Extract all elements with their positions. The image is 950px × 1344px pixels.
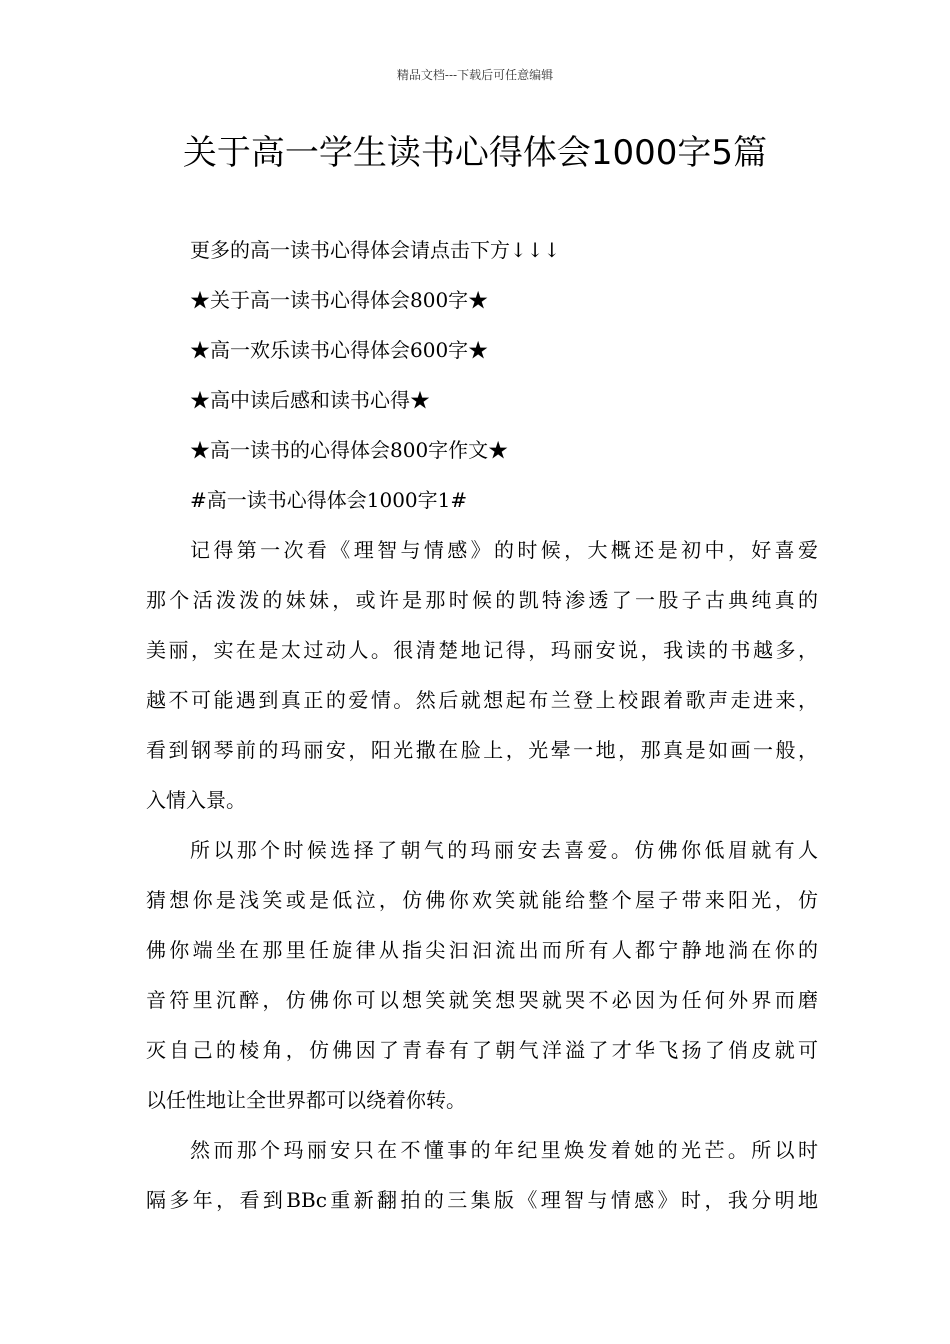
text-line: 猜想你是浅笑或是低泣，仿佛你欢笑就能给整个屋子带来阳光，仿 (146, 888, 818, 912)
text-line: 佛你端坐在那里任旋律从指尖汩汩流出而所有人都宁静地淌在你的 (146, 938, 818, 962)
text-line: 隔多年，看到BBc重新翻拍的三集版《理智与情感》时，我分明地 (146, 1188, 818, 1212)
text-line: 那个活泼泼的妹妹，或许是那时候的凯特渗透了一股子古典纯真的 (146, 588, 818, 612)
text-line: ★高中读后感和读书心得★ (190, 388, 430, 412)
text-line: 音符里沉醉，仿佛你可以想笑就笑想哭就哭不必因为任何外界而磨 (146, 988, 818, 1012)
text-line: 越不可能遇到真正的爱情。然后就想起布兰登上校跟着歌声走进来， (146, 688, 818, 712)
text-line: #高一读书心得体会1000字1# (190, 488, 468, 512)
text-line: 看到钢琴前的玛丽安，阳光撒在脸上，光晕一地，那真是如画一般， (146, 738, 818, 762)
text-line: 入情入景。 (146, 788, 246, 812)
text-line: 记得第一次看《理智与情感》的时候，大概还是初中，好喜爱 (190, 538, 818, 562)
text-line: 以任性地让全世界都可以绕着你转。 (146, 1088, 466, 1112)
document-title: 关于高一学生读书心得体会1000字5篇 (182, 133, 768, 173)
document-body (146, 225, 818, 1225)
header-note: 精品文档---下载后可任意编辑 (396, 68, 554, 82)
text-line: 然而那个玛丽安只在不懂事的年纪里焕发着她的光芒。所以时 (190, 1138, 818, 1162)
text-line: 美丽，实在是太过动人。很清楚地记得，玛丽安说，我读的书越多， (146, 638, 818, 662)
text-line: ★关于高一读书心得体会800字★ (190, 288, 489, 312)
text-line: ★高一读书的心得体会800字作文★ (190, 438, 509, 462)
text-line: ★高一欢乐读书心得体会600字★ (190, 338, 489, 362)
text-line: 所以那个时候选择了朝气的玛丽安去喜爱。仿佛你低眉就有人 (190, 838, 818, 862)
text-line: 更多的高一读书心得体会请点击下方↓↓↓ (190, 238, 561, 262)
text-line: 灭自己的棱角，仿佛因了青春有了朝气洋溢了才华飞扬了俏皮就可 (146, 1038, 818, 1062)
